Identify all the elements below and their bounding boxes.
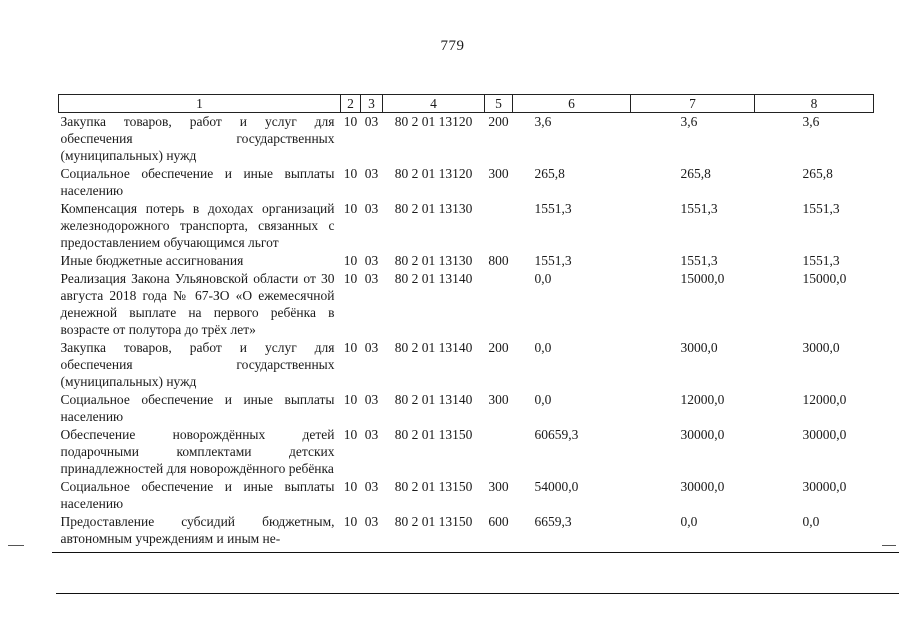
row-section: 10 [343, 166, 358, 181]
row-target-code: 80 2 01 13150 [394, 514, 473, 529]
row-name: Закупка товаров, работ и услуг для обеспечения государственных (муниципальных) нужд [60, 114, 335, 163]
header-col-1: 1 [59, 95, 341, 113]
row-amount-col8: 30000,0 [802, 427, 847, 442]
page-bottom-rule [56, 593, 899, 594]
row-target-code: 80 2 01 13140 [394, 340, 473, 355]
row-amount-col6: 1551,3 [534, 201, 572, 216]
header-col-6: 6 [513, 95, 631, 113]
row-name: Обеспечение новорождённых детей подарочными комплектами детских принадлежностей для новорождённого ребёнка [60, 427, 335, 476]
table-row [59, 426, 874, 478]
row-name: Социальное обеспечение и иные выплаты населению [60, 392, 335, 424]
page-number: 779 [440, 38, 465, 54]
row-name: Иные бюджетные ассигнования [60, 253, 244, 268]
header-col-4: 4 [383, 95, 485, 113]
table-row [59, 165, 874, 200]
header-col-2: 2 [341, 95, 361, 113]
row-amount-col7: 3,6 [680, 114, 698, 129]
row-amount-col6: 54000,0 [534, 479, 579, 494]
row-amount-col6: 265,8 [534, 166, 565, 181]
row-target-code: 80 2 01 13140 [394, 271, 473, 286]
table-row [59, 513, 874, 548]
row-section: 10 [343, 340, 358, 355]
row-section: 10 [343, 201, 358, 216]
row-expense-type [485, 200, 513, 252]
row-target-code: 80 2 01 13130 [394, 253, 473, 268]
row-section: 10 [343, 114, 358, 129]
header-col-8: 8 [755, 95, 874, 113]
row-expense-type: 800 [488, 253, 509, 268]
header-col-3: 3 [361, 95, 383, 113]
row-expense-type [485, 270, 513, 339]
row-name: Социальное обеспечение и иные выплаты населению [60, 166, 335, 198]
row-expense-type [485, 426, 513, 478]
row-amount-col8: 3,6 [802, 114, 820, 129]
row-amount-col8: 3000,0 [802, 340, 840, 355]
table-row [59, 270, 874, 339]
header-row [59, 95, 874, 113]
row-amount-col6: 0,0 [534, 340, 552, 355]
row-amount-col8: 15000,0 [802, 271, 847, 286]
row-subsection: 03 [364, 340, 379, 355]
scan-mark [882, 545, 896, 546]
table-row [59, 339, 874, 391]
row-amount-col7: 30000,0 [680, 427, 725, 442]
row-subsection: 03 [364, 392, 379, 407]
row-amount-col8: 1551,3 [802, 253, 840, 268]
row-expense-type: 600 [488, 514, 509, 529]
row-amount-col7: 1551,3 [680, 253, 718, 268]
row-amount-col6: 0,0 [534, 392, 552, 407]
row-expense-type: 300 [488, 166, 509, 181]
row-amount-col7: 30000,0 [680, 479, 725, 494]
row-subsection: 03 [364, 514, 379, 529]
row-target-code: 80 2 01 13150 [394, 427, 473, 442]
row-amount-col6: 60659,3 [534, 427, 579, 442]
row-name: Закупка товаров, работ и услуг для обеспечения государственных (муниципальных) нужд [60, 340, 335, 389]
row-name: Компенсация потерь в доходах организаций железнодорожного транспорта, связанных с предоставлением обучающимся льгот [60, 201, 335, 250]
header-col-7: 7 [631, 95, 755, 113]
row-amount-col7: 0,0 [680, 514, 698, 529]
table-row [59, 391, 874, 426]
row-amount-col8: 265,8 [802, 166, 833, 181]
row-section: 10 [343, 253, 358, 268]
row-expense-type: 300 [488, 479, 509, 494]
row-amount-col8: 0,0 [802, 514, 820, 529]
row-amount-col7: 1551,3 [680, 201, 718, 216]
row-name: Предоставление субсидий бюджетным, автономным учреждениям и иным не- [60, 514, 335, 546]
row-expense-type: 200 [488, 114, 509, 129]
table-body [59, 113, 874, 549]
row-section: 10 [343, 514, 358, 529]
row-amount-col7: 265,8 [680, 166, 711, 181]
row-section: 10 [343, 479, 358, 494]
row-subsection: 03 [364, 114, 379, 129]
row-amount-col8: 30000,0 [802, 479, 847, 494]
row-amount-col6: 1551,3 [534, 253, 572, 268]
row-amount-col8: 1551,3 [802, 201, 840, 216]
table-row [59, 200, 874, 252]
header-col-5: 5 [485, 95, 513, 113]
row-expense-type: 300 [488, 392, 509, 407]
row-amount-col7: 3000,0 [680, 340, 718, 355]
table-header [59, 95, 874, 113]
row-expense-type: 200 [488, 340, 509, 355]
row-amount-col6: 3,6 [534, 114, 552, 129]
row-subsection: 03 [364, 253, 379, 268]
budget-table-container [58, 94, 873, 548]
row-amount-col8: 12000,0 [802, 392, 847, 407]
row-amount-col7: 12000,0 [680, 392, 725, 407]
row-section: 10 [343, 392, 358, 407]
row-target-code: 80 2 01 13120 [394, 166, 473, 181]
row-target-code: 80 2 01 13130 [394, 201, 473, 216]
row-subsection: 03 [364, 271, 379, 286]
row-section: 10 [343, 427, 358, 442]
row-amount-col7: 15000,0 [680, 271, 725, 286]
row-name: Социальное обеспечение и иные выплаты населению [60, 479, 335, 511]
row-target-code: 80 2 01 13150 [394, 479, 473, 494]
row-subsection: 03 [364, 166, 379, 181]
table-row [59, 478, 874, 513]
page-fold-rule [52, 552, 899, 553]
row-target-code: 80 2 01 13140 [394, 392, 473, 407]
row-target-code: 80 2 01 13120 [394, 114, 473, 129]
scan-mark [8, 545, 24, 546]
row-subsection: 03 [364, 201, 379, 216]
row-subsection: 03 [364, 427, 379, 442]
row-name: Реализация Закона Ульяновской области от 30 августа 2018 года № 67-ЗО «О ежемесячной денежной выплате на первого ребёнка в возрасте от полутора до трёх лет» [60, 271, 335, 337]
row-section: 10 [343, 271, 358, 286]
row-amount-col6: 6659,3 [534, 514, 572, 529]
budget-table [58, 94, 874, 548]
table-row [59, 252, 874, 270]
row-amount-col6: 0,0 [534, 271, 552, 286]
table-row [59, 113, 874, 166]
row-subsection: 03 [364, 479, 379, 494]
